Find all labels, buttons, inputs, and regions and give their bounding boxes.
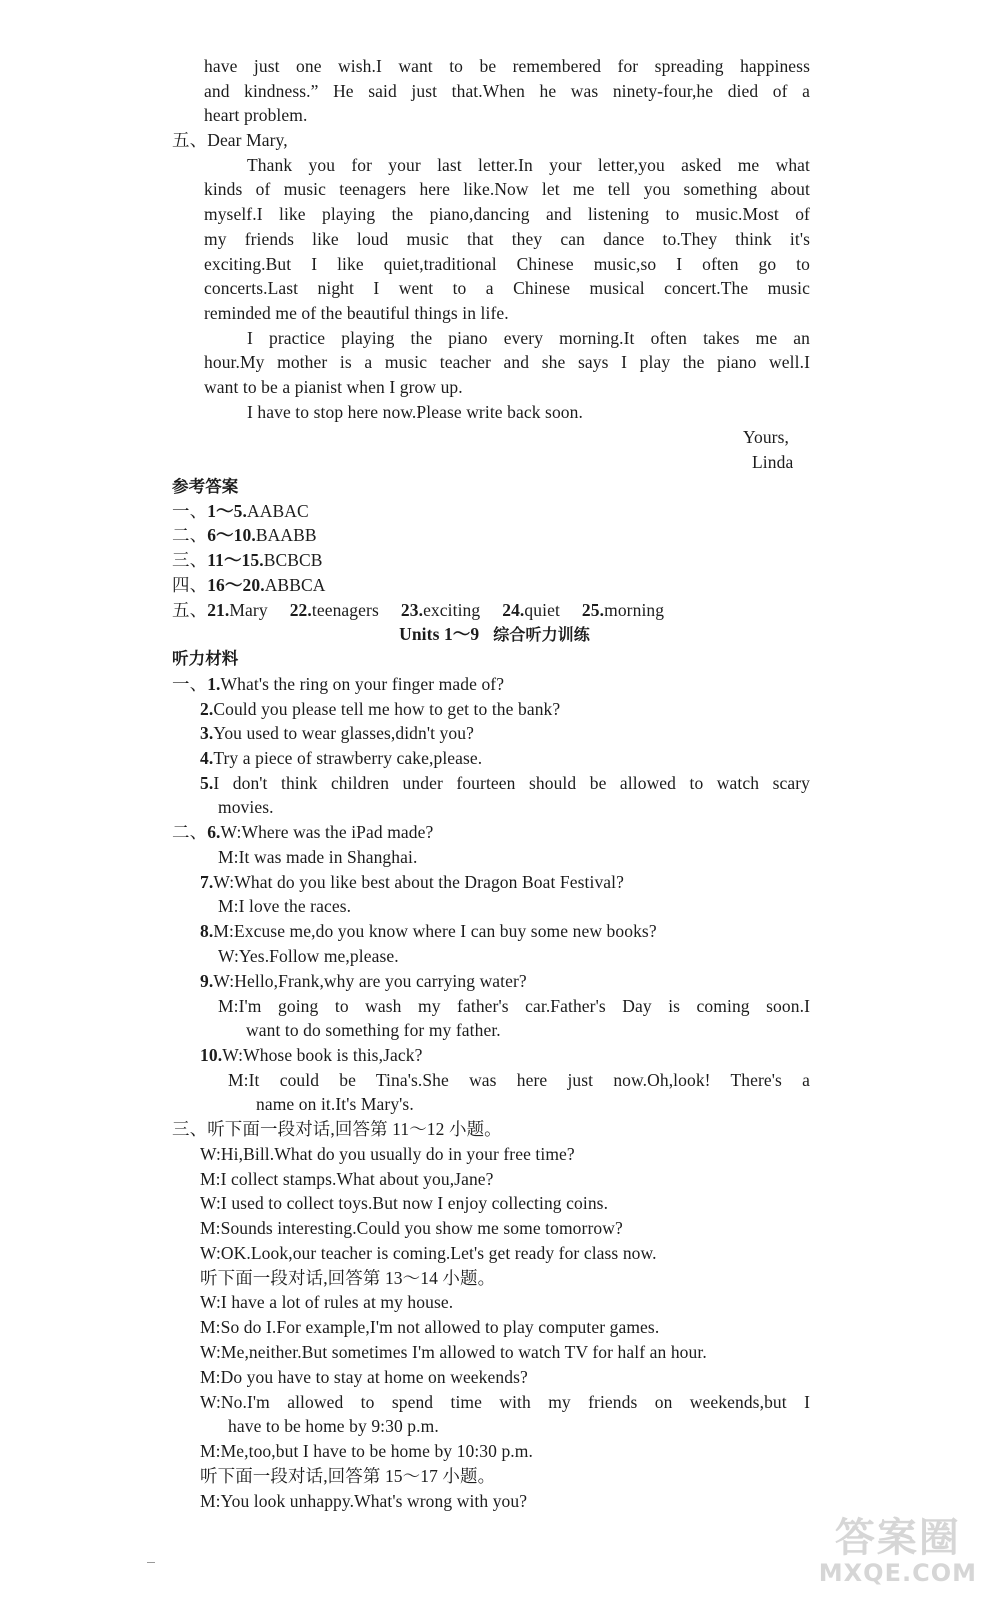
- answer-number: 24.: [502, 600, 525, 620]
- dialogue-line: M:I love the races.: [218, 896, 352, 916]
- answer-row: [172, 548, 323, 572]
- item-number: 4.: [200, 748, 214, 768]
- dialogue-line: [200, 969, 527, 993]
- part-prefix: 一、: [172, 674, 208, 694]
- dialogue-instruction: [172, 1117, 502, 1141]
- dialogue-line: [200, 919, 657, 943]
- essay-line: want to be a pianist when I grow up.: [204, 377, 463, 397]
- section-title: [0, 622, 989, 647]
- dialogue-line: W:Hi,Bill.What do you usually do in your free time?: [200, 1144, 575, 1164]
- answer-text: Mary: [229, 600, 268, 620]
- page-mark: [147, 1562, 155, 1563]
- dialogue-instruction: 听下面一段对话,回答第 15～17 小题。: [200, 1466, 496, 1486]
- dialogue-line: M:Do you have to stay at home on weekends?: [200, 1367, 528, 1387]
- dialogue-line: [200, 870, 624, 894]
- answer-number: 22.: [289, 600, 312, 620]
- item-number: 8.: [200, 921, 214, 941]
- answer-prefix: 五、: [172, 600, 208, 620]
- instruction-text: 听下面一段对话,回答第 11～12 小题。: [207, 1119, 502, 1139]
- item-number: 7.: [200, 872, 214, 892]
- item-number: 10.: [200, 1045, 223, 1065]
- answer-text: BAABB: [255, 525, 317, 545]
- answer-text: morning: [604, 600, 665, 620]
- item-text: Could you please tell me how to get to the bank?: [213, 699, 561, 719]
- essay-line: concerts.Last night I went to a Chinese musical concert.The music: [204, 278, 810, 298]
- answer-range: 11～15.: [207, 550, 264, 570]
- text-line: heart problem.: [204, 105, 308, 125]
- dialogue-line: [200, 1043, 422, 1067]
- essay-line: my friends like loud music that they can dance to.They think it's: [204, 229, 810, 249]
- watermark-cn: 答案圈: [834, 1515, 961, 1561]
- answer-number: 25.: [581, 600, 605, 620]
- essay-greeting: 五、Dear Mary,: [172, 130, 288, 150]
- section-title-cn: 综合听力训练: [493, 625, 590, 644]
- listening-item: [172, 672, 504, 696]
- answer-row: [172, 573, 325, 597]
- answer-prefix: 一、: [172, 501, 208, 521]
- answers-heading: 参考答案: [172, 477, 239, 496]
- answer-number: 21.: [207, 600, 230, 620]
- listening-item: [200, 697, 560, 721]
- answer-row: [172, 598, 664, 622]
- answer-range: 16～20.: [207, 575, 265, 595]
- dialogue-line: W:Me,neither.But sometimes I'm allowed to watch TV for half an hour.: [200, 1342, 707, 1362]
- dialogue-line: name on it.It's Mary's.: [256, 1094, 414, 1114]
- listening-item: [200, 746, 482, 770]
- listening-heading: 听力材料: [172, 649, 239, 668]
- item-number: 5.: [200, 773, 214, 793]
- listening-item: [200, 721, 474, 745]
- essay-line: exciting.But I like quiet,traditional Chinese music,so I often go to: [204, 254, 810, 274]
- dialogue-line: M:I'm going to wash my father's car.Father's Day is coming soon.I: [218, 996, 810, 1016]
- item-text: Try a piece of strawberry cake,please.: [213, 748, 483, 768]
- text-line: and kindness.” He said just that.When he was ninety-four,he died of a: [204, 81, 810, 101]
- item-number: 3.: [200, 723, 214, 743]
- watermark-logo: [819, 1516, 977, 1586]
- answer-range: 1～5.: [207, 501, 247, 521]
- dialogue-line: [172, 820, 433, 844]
- answer-text: teenagers: [311, 600, 379, 620]
- essay-line: myself.I like playing the piano,dancing and listening to music.Most of: [204, 204, 810, 224]
- item-number: 9.: [200, 971, 214, 991]
- answer-text: AABAC: [246, 501, 309, 521]
- dialogue-line: have to be home by 9:30 p.m.: [228, 1416, 439, 1436]
- dialogue-line: W:Yes.Follow me,please.: [218, 946, 399, 966]
- dialogue-text: W:What do you like best about the Dragon Boat Festival?: [213, 872, 624, 892]
- essay-line: Thank you for your last letter.In your letter,you asked me what: [247, 155, 810, 175]
- listening-item: [200, 771, 810, 795]
- dialogue-line: want to do something for my father.: [246, 1020, 501, 1040]
- dialogue-text: M:Excuse me,do you know where I can buy some new books?: [213, 921, 657, 941]
- dialogue-line: M:So do I.For example,I'm not allowed to play computer games.: [200, 1317, 660, 1337]
- item-number: 2.: [200, 699, 214, 719]
- item-number: 6.: [207, 822, 221, 842]
- dialogue-line: W:I have a lot of rules at my house.: [200, 1292, 454, 1312]
- answer-number: 23.: [400, 600, 424, 620]
- item-text: I don't think children under fourteen should be allowed to watch scary: [213, 773, 810, 793]
- dialogue-instruction: 听下面一段对话,回答第 13～14 小题。: [200, 1268, 496, 1288]
- essay-closing: Yours,: [743, 427, 789, 447]
- answer-prefix: 二、: [172, 525, 208, 545]
- essay-line: I practice playing the piano every morning.It often takes me an: [247, 328, 810, 348]
- dialogue-line: M:Me,too,but I have to be home by 10:30 p.m.: [200, 1441, 533, 1461]
- essay-line: reminded me of the beautiful things in life.: [204, 303, 509, 323]
- dialogue-line: W:I used to collect toys.But now I enjoy collecting coins.: [200, 1193, 609, 1213]
- dialogue-text: W:Hello,Frank,why are you carrying water?: [213, 971, 527, 991]
- dialogue-text: W:Where was the iPad made?: [220, 822, 434, 842]
- answer-range: 6～10.: [207, 525, 256, 545]
- dialogue-line: M:You look unhappy.What's wrong with you?: [200, 1491, 528, 1511]
- section-title-en: Units 1～9: [399, 624, 480, 644]
- answer-text: exciting: [423, 600, 481, 620]
- answer-prefix: 三、: [172, 550, 208, 570]
- answer-text: ABBCA: [264, 575, 326, 595]
- listening-item-cont: movies.: [218, 797, 274, 817]
- answer-prefix: 四、: [172, 575, 208, 595]
- dialogue-line: M:I collect stamps.What about you,Jane?: [200, 1169, 494, 1189]
- answer-row: [172, 499, 309, 523]
- dialogue-text: W:Whose book is this,Jack?: [222, 1045, 423, 1065]
- part-prefix: 二、: [172, 822, 208, 842]
- essay-signature: Linda: [752, 452, 794, 472]
- text-line: have just one wish.I want to be remembered for spreading happiness: [204, 56, 810, 76]
- item-number: 1.: [207, 674, 221, 694]
- essay-line: kinds of music teenagers here like.Now let me tell you something about: [204, 179, 810, 199]
- dialogue-line: M:It could be Tina's.She was here just now.Oh,look! There's a: [228, 1070, 810, 1090]
- dialogue-line: W:No.I'm allowed to spend time with my friends on weekends,but I: [200, 1392, 810, 1412]
- dialogue-line: M:It was made in Shanghai.: [218, 847, 418, 867]
- dialogue-line: M:Sounds interesting.Could you show me some tomorrow?: [200, 1218, 623, 1238]
- answer-text: quiet: [524, 600, 560, 620]
- answer-row: [172, 523, 317, 547]
- watermark-url: MXQE.COM: [818, 1559, 977, 1587]
- essay-line: hour.My mother is a music teacher and she says I play the piano well.I: [204, 352, 810, 372]
- answer-text: BCBCB: [263, 550, 323, 570]
- dialogue-line: W:OK.Look,our teacher is coming.Let's get ready for class now.: [200, 1243, 657, 1263]
- item-text: What's the ring on your finger made of?: [220, 674, 505, 694]
- item-text: You used to wear glasses,didn't you?: [213, 723, 474, 743]
- part-prefix: 三、: [172, 1119, 208, 1139]
- essay-line: I have to stop here now.Please write back soon.: [247, 402, 583, 422]
